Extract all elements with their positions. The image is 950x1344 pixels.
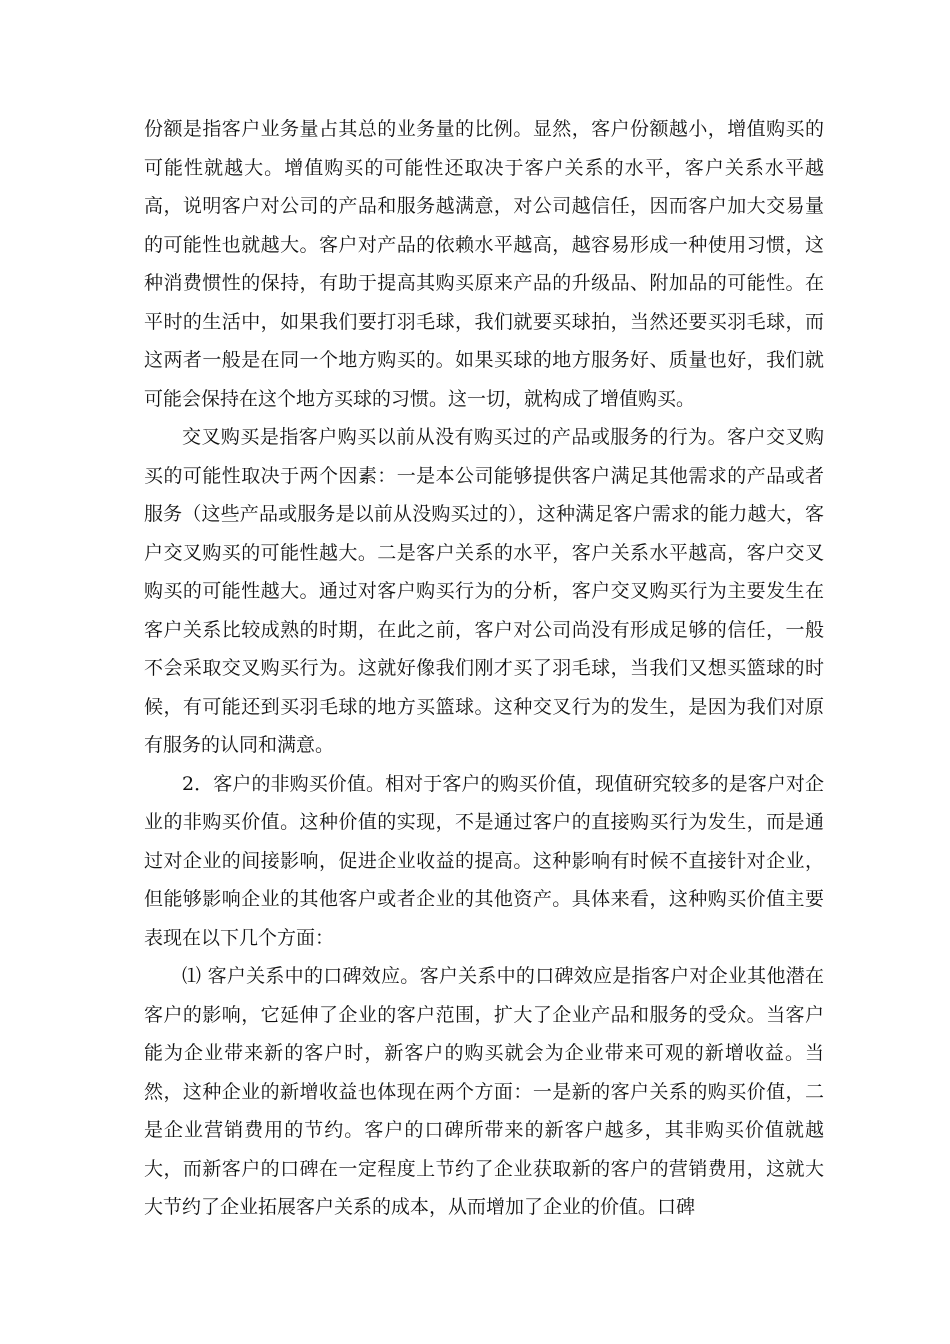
paragraph-word-of-mouth: ⑴ 客户关系中的口碑效应。客户关系中的口碑效应是指客户对企业其他潜在客户的影响，它延伸了企业的客户范围，扩大了企业产品和服务的受众。当客户能为企业带来新的客户时，新客户的购买就会为企业带来可观的新增收益。当然，这种企业的新增收益也体现在两个方面：一是新的客户关系的购买价值，二是企业营销费用的节约。客户的口碑所带来的新客户越多，其非购买价值就越大，而新客户的口碑在一定程度上节约了企业获取新的客户的营销费用，这就大大节约了企业拓展客户关系的成本，从而增加了企业的价值。口碑: [144, 965, 824, 1218]
paragraph-non-purchase-value: 2．客户的非购买价值。相对于客户的购买价值，现值研究较多的是客户对企业的非购买价值。这种价值的实现，不是通过客户的直接购买行为发生，而是通过对企业的间接影响，促进企业收益的提高。这种影响有时候不直接针对企业，但能够影响企业的其他客户或者企业的其他资产。具体来看，这种购买价值主要表现在以下几个方面：: [144, 772, 824, 949]
paragraph-increase-purchase: 份额是指客户业务量占其总的业务量的比例。显然，客户份额越小，增值购买的可能性就越大。增值购买的可能性还取决于客户关系的水平，客户关系水平越高，说明客户对公司的产品和服务越满意，对公司越信任，因而客户加大交易量的可能性也就越大。客户对产品的依赖水平越高，越容易形成一种使用习惯，这种消费惯性的保持，有助于提高其购买原来产品的升级品、附加品的可能性。在平时的生活中，如果我们要打羽毛球，我们就要买球拍，当然还要买羽毛球，而这两者一般是在同一个地方购买的。如果买球的地方服务好、质量也好，我们就可能会保持在这个地方买球的习惯。这一切，就构成了增值购买。: [144, 118, 824, 410]
document-body: [144, 110, 824, 1227]
paragraph-cross-purchase: 交叉购买是指客户购买以前从没有购买过的产品或服务的行为。客户交叉购买的可能性取决于两个因素：一是本公司能够提供客户满足其他需求的产品或者服务（这些产品或服务是以前从没购买过的），这种满足客户需求的能力越大，客户交叉购买的可能性越大。二是客户关系的水平，客户关系水平越高，客户交叉购买的可能性越大。通过对客户购买行为的分析，客户交叉购买行为主要发生在客户关系比较成熟的时期，在此之前，客户对公司尚没有形成足够的信任，一般不会采取交叉购买行为。这就好像我们刚才买了羽毛球，当我们又想买篮球的时候，有可能还到买羽毛球的地方买篮球。这种交叉行为的发生，是因为我们对原有服务的认同和满意。: [144, 426, 824, 756]
